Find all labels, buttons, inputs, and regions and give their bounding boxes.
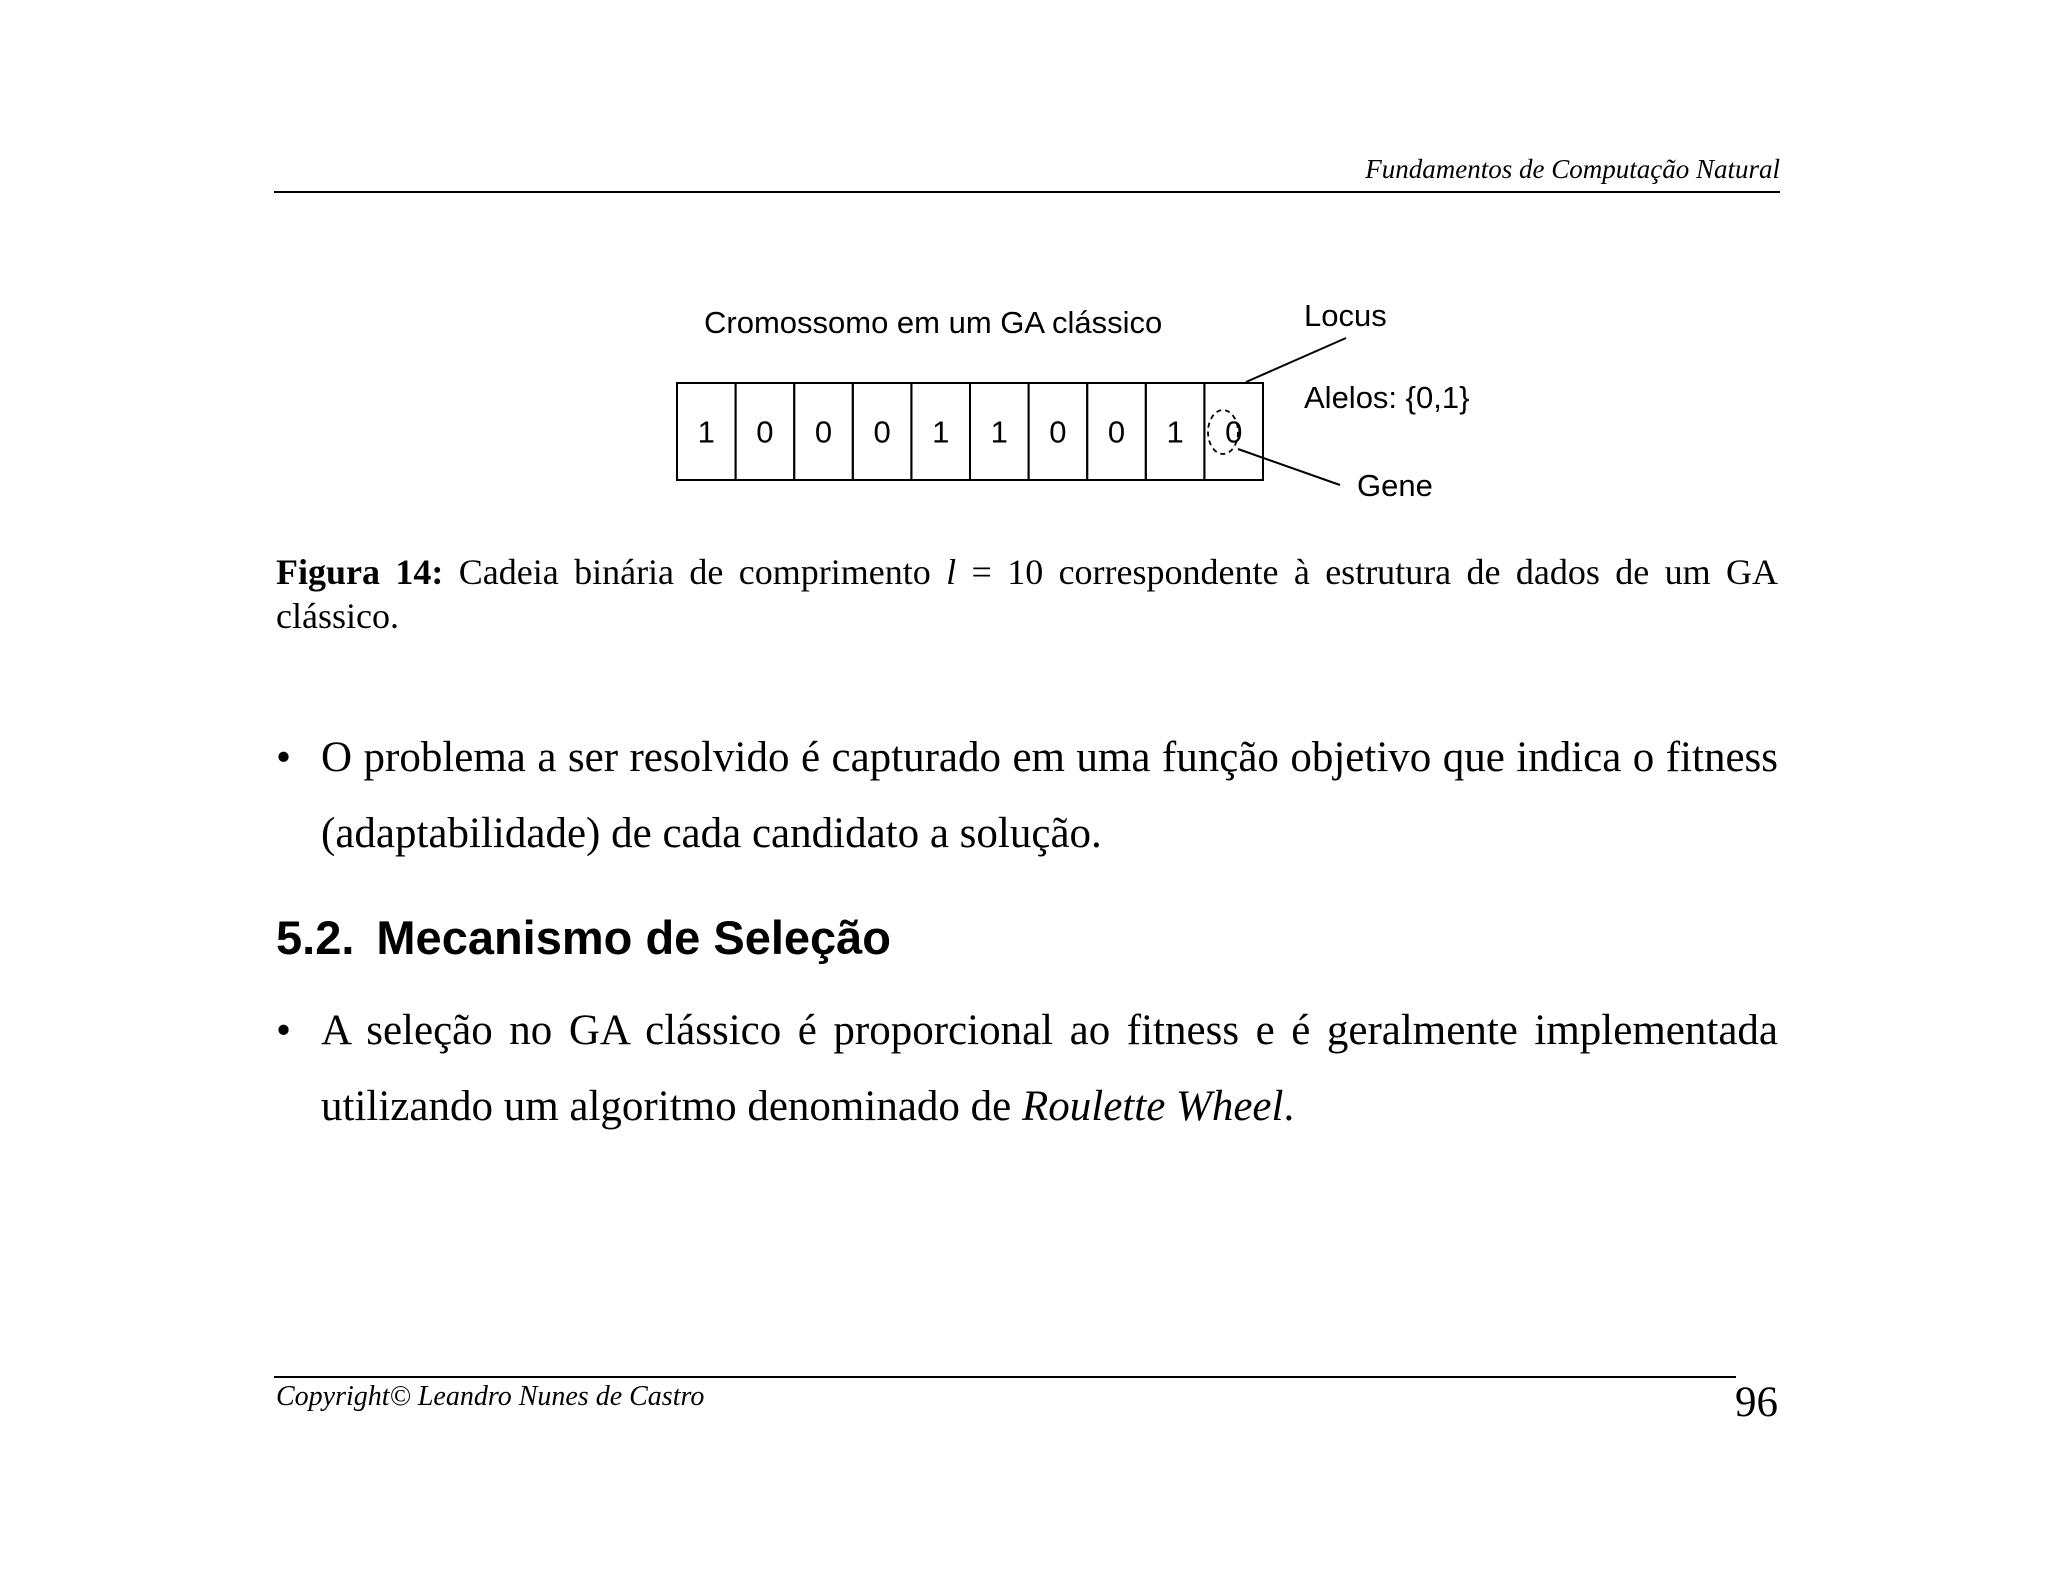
gene-value: 0 xyxy=(1107,414,1126,450)
caption-text-after: = 10 correspondente à estrutura de dados de um GA clássico. xyxy=(276,552,1778,636)
caption-label: Figura 14: xyxy=(276,552,444,592)
bullet-text-before: A seleção no GA clássico é proporcional ao fitness e é geralmente implementada utilizando um algoritmo denominado de xyxy=(321,1007,1778,1130)
bullet-text-after: . xyxy=(1283,1083,1295,1130)
gene-label: Gene xyxy=(1357,468,1433,503)
alleles-label: Alelos: {0,1} xyxy=(1304,380,1470,415)
bullet-item-objective-function xyxy=(276,720,1778,872)
bullet-icon: • xyxy=(276,734,292,781)
figure-caption xyxy=(276,550,1778,638)
section-title: Mecanismo de Seleção xyxy=(376,911,892,964)
bullet-item-selection xyxy=(276,993,1778,1145)
gene-value: 1 xyxy=(1166,414,1184,450)
bullet-text xyxy=(321,993,1778,1145)
bullet-text: O problema a ser resolvido é capturado em uma função objetivo que indica o fitness (adaptabilidade) de cada candidato a solução. xyxy=(321,734,1778,857)
section-heading xyxy=(276,910,891,965)
footer-copyright: Copyright© Leandro Nunes de Castro xyxy=(276,1381,705,1412)
page-number: 96 xyxy=(1735,1379,1778,1426)
caption-text-before: Cadeia binária de comprimento xyxy=(443,552,947,592)
gene-value: 1 xyxy=(697,414,715,450)
gene-value: 0 xyxy=(756,414,774,450)
gene-value: 0 xyxy=(873,414,891,450)
caption-variable: l xyxy=(946,552,957,592)
locus-label: Locus xyxy=(1304,298,1387,333)
gene-value: 1 xyxy=(990,414,1008,450)
bullet-emphasis: Roulette Wheel xyxy=(1022,1083,1284,1130)
locus-pointer-line xyxy=(1246,338,1346,382)
gene-value: 0 xyxy=(814,414,833,450)
gene-value: 0 xyxy=(1225,414,1243,450)
gene-cells xyxy=(677,383,1263,480)
gene-value: 0 xyxy=(1049,414,1067,450)
bullet-icon: • xyxy=(276,1007,292,1054)
chromosome-figure xyxy=(0,0,2048,560)
running-header: Fundamentos de Computação Natural xyxy=(1365,154,1780,184)
figure-title: Cromossomo em um GA clássico xyxy=(704,305,1163,340)
footer-rule xyxy=(274,1376,1736,1378)
gene-value: 1 xyxy=(932,414,950,450)
section-number: 5.2. xyxy=(276,911,355,964)
